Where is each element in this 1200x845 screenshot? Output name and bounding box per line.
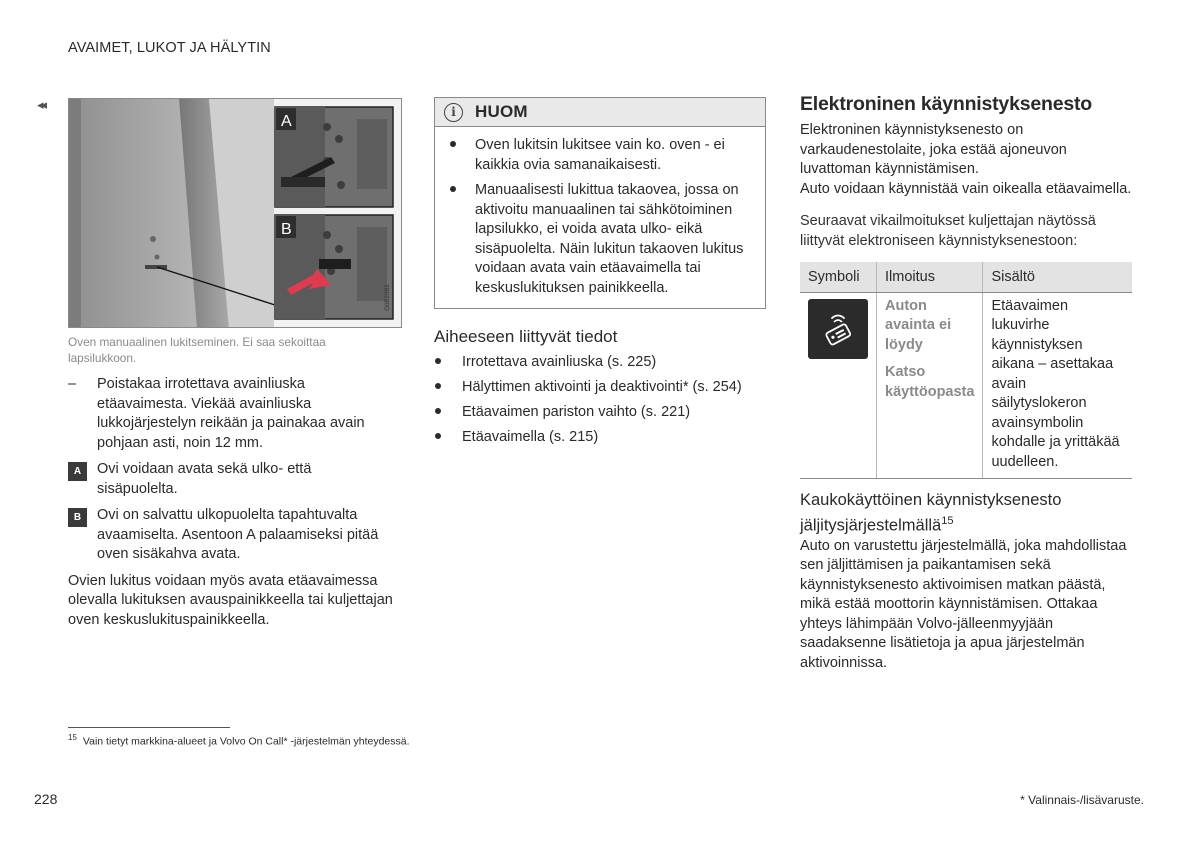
content-cell: Etäavaimen lukuvirhe käynnistyksen aikana – asettakaa avain säilytyslokeron avainsymbolin kohdalle ja yrittäkää uudelleen.: [983, 292, 1132, 479]
figure-code: G052081: [384, 284, 391, 311]
related-link[interactable]: [434, 353, 766, 373]
message-cell: [877, 292, 983, 479]
related-link[interactable]: [434, 428, 766, 448]
door-lock-figure: [68, 98, 402, 328]
start-key-paragraph: Auto voidaan käynnistää vain oikealla etäavaimella.: [800, 180, 1132, 197]
step-dash: –: [68, 376, 77, 392]
position-b-item: [68, 506, 402, 565]
subsection-title: [800, 490, 1134, 537]
unlock-paragraph: Ovien lukitus voidaan myös avata etäavaimessa olevalla lukituksen avauspainikkeella tai kuljettajan oven keskuslukituspainikkeella.: [68, 572, 393, 628]
right-column: [800, 93, 1134, 673]
running-header: AVAIMET, LUKOT JA HÄLYTIN: [68, 40, 271, 56]
note-header: [435, 98, 765, 127]
remote-key-symbol-icon: [808, 299, 868, 359]
related-link-text[interactable]: Etäavaimella (s. 215): [462, 428, 599, 445]
related-link-text[interactable]: Etäavaimen pariston vaihto (s. 221): [462, 403, 691, 420]
middle-column: [434, 97, 766, 447]
position-b-text: Ovi on salvattu ulkopuolelta tapahtuvalta avaamiselta. Asentoon A palaamiseksi pitää oven sisäkahva avata.: [97, 507, 379, 562]
note-box: [434, 97, 766, 309]
note-bullet: [449, 136, 751, 175]
messages-table: [800, 262, 1132, 479]
options-note: * Valinnais-/lisävaruste.: [1020, 793, 1144, 807]
note-title: HUOM: [475, 102, 528, 121]
badge-b: B: [68, 508, 87, 527]
bullet-dot: [449, 181, 475, 298]
inset-label-b: B: [281, 221, 292, 238]
col-header-message: Ilmoitus: [877, 262, 983, 292]
related-link[interactable]: [434, 378, 766, 398]
tracking-paragraph: Auto on varustettu järjestelmällä, joka mahdollistaa sen jäljittämisen ja paikantamisen sekä käynnistyksenesto aktivoimisen matkan päästä, mikä estää moottorin käynnistämisen. Ottakaa yhteys lähimpään Volvo-jälleenmyyjään saadaksenne lisätietoja ja apua järjestelmän aktivoinnissa.: [800, 537, 1127, 671]
related-link-text[interactable]: Irrotettava avainliuska (s. 225): [462, 353, 657, 370]
door-lock-illustration: [69, 99, 402, 328]
table-row: [800, 292, 1132, 479]
left-column: [68, 98, 402, 630]
related-link[interactable]: [434, 403, 766, 423]
footnote-text: Vain tietyt markkina-alueet ja Volvo On Call* -järjestelmän yhteydessä.: [82, 735, 410, 748]
footnote: [68, 733, 410, 748]
bullet-dot: [449, 136, 475, 175]
note-body: [435, 127, 765, 308]
position-a-item: [68, 460, 402, 499]
page-number: 228: [34, 791, 58, 807]
figure-caption: Oven manuaalinen lukitseminen. Ei saa sekoittaa lapsilukkoon.: [68, 335, 326, 365]
footnote-ref[interactable]: 15: [941, 515, 954, 527]
note-bullet: [449, 181, 751, 298]
section-lead: Elektroninen käynnistyksenesto on varkaudenestolaite, joka estää ajoneuvon luvattoman käynnistämisen.: [800, 122, 1067, 177]
subsection-title-text: Kaukokäyttöinen käynnistyksenesto jäljitysjärjestelmällä: [800, 491, 1062, 535]
footnote-divider: [68, 727, 230, 728]
related-info-list: [434, 353, 766, 448]
messages-intro: Seuraavat vikailmoitukset kuljettajan näytössä liittyvät elektroniseen käynnistyksenestoon:: [800, 213, 1096, 249]
message-see-manual: Katso käyttöopasta: [885, 364, 975, 400]
position-a-text: Ovi voidaan avata sekä ulko- että sisäpuolelta.: [97, 461, 312, 497]
inset-label-a: A: [281, 113, 292, 130]
message-key-not-found: Auton avainta ei löydy: [885, 297, 952, 353]
related-link-text[interactable]: Hälyttimen aktivointi ja deaktivointi* (s. 254): [462, 378, 742, 395]
back-arrows-icon[interactable]: ◂◂: [37, 97, 45, 112]
badge-a: A: [68, 462, 87, 481]
related-info-title: Aiheeseen liittyvät tiedot: [434, 327, 618, 346]
bullet-dot: [434, 353, 462, 373]
bullet-dot: [434, 378, 462, 398]
col-header-content: Sisältö: [983, 262, 1132, 292]
note-bullet-text: Oven lukitsin lukitsee vain ko. oven - ei kaikkia ovia samanaikaisesti.: [475, 137, 725, 173]
instruction-step: [68, 375, 402, 453]
footnote-number: 15: [68, 733, 77, 742]
step-text: Poistakaa irrotettava avainliuska etäavaimesta. Viekää avainliuska lukkojärjestelyn reikään ja painakaa avain pohjaan asti, noin 12 mm.: [97, 376, 365, 451]
bullet-dot: [434, 403, 462, 423]
info-icon: i: [444, 103, 463, 122]
symbol-cell: [800, 292, 877, 479]
col-header-symbol: Symboli: [800, 262, 877, 292]
note-bullet-text: Manuaalisesti lukittua takaovea, jossa on aktivoitu manuaalinen tai sähkötoiminen lapsilukko, ei voida avata ulko- eikä sisäpuolelta. Näin lukitun takaoven lukitus voidaan avata vain etäavaimella tai keskuslukituksen painikkeella.: [475, 182, 744, 296]
section-title: Elektroninen käynnistyksenesto: [800, 93, 1093, 115]
bullet-dot: [434, 428, 462, 448]
